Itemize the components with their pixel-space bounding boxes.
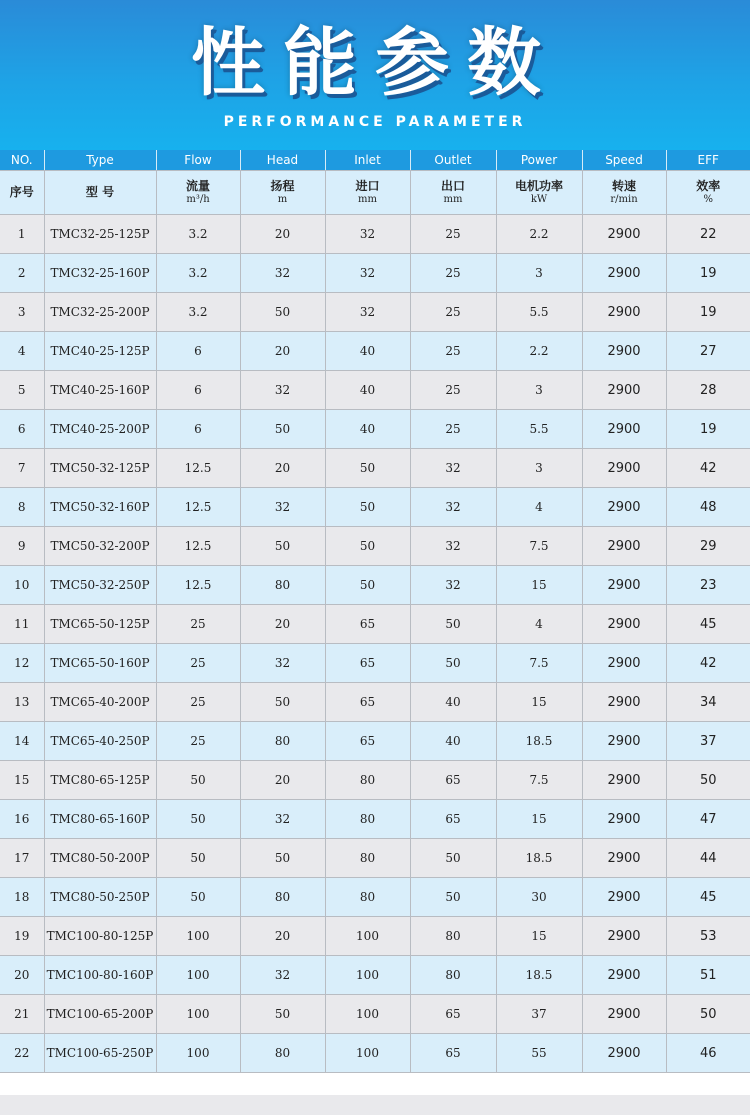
cell-type: TMC65-40-200P	[44, 683, 156, 722]
cell-type: TMC65-50-125P	[44, 605, 156, 644]
cell-inlet: 40	[325, 332, 410, 371]
cell-head: 50	[240, 527, 325, 566]
cell-inlet: 80	[325, 839, 410, 878]
header-inlet: Inlet	[325, 150, 410, 171]
table-row	[0, 371, 750, 410]
cell-eff: 28	[666, 371, 750, 410]
header-cn-label: 电机功率	[514, 178, 563, 193]
table-row	[0, 644, 750, 683]
cell-head: 20	[240, 605, 325, 644]
cell-power: 7.5	[496, 761, 582, 800]
cell-eff: 53	[666, 917, 750, 956]
cell-power: 15	[496, 917, 582, 956]
cell-no: 19	[0, 917, 44, 956]
cell-inlet: 100	[325, 995, 410, 1034]
cell-inlet: 50	[325, 527, 410, 566]
cell-type: TMC65-40-250P	[44, 722, 156, 761]
cell-inlet: 65	[325, 605, 410, 644]
header-head: Head	[240, 150, 325, 171]
cell-eff: 29	[666, 527, 750, 566]
table-row	[0, 761, 750, 800]
cell-speed: 2900	[582, 839, 666, 878]
cell-inlet: 40	[325, 371, 410, 410]
cell-no: 11	[0, 605, 44, 644]
cell-no: 9	[0, 527, 44, 566]
cell-flow: 12.5	[156, 449, 240, 488]
cell-speed: 2900	[582, 488, 666, 527]
cell-type: TMC40-25-160P	[44, 371, 156, 410]
cell-type: TMC80-50-200P	[44, 839, 156, 878]
cell-power: 2.2	[496, 215, 582, 254]
cell-flow: 100	[156, 956, 240, 995]
cell-head: 32	[240, 371, 325, 410]
cell-inlet: 100	[325, 917, 410, 956]
cell-power: 5.5	[496, 410, 582, 449]
cell-inlet: 32	[325, 215, 410, 254]
cell-outlet: 32	[410, 566, 496, 605]
cell-outlet: 32	[410, 488, 496, 527]
cell-no: 2	[0, 254, 44, 293]
cell-eff: 19	[666, 254, 750, 293]
cell-no: 16	[0, 800, 44, 839]
cell-no: 12	[0, 644, 44, 683]
table-row	[0, 332, 750, 371]
cell-power: 15	[496, 800, 582, 839]
cell-head: 50	[240, 839, 325, 878]
cell-head: 20	[240, 215, 325, 254]
header-cn-unit: m	[277, 193, 288, 205]
cell-inlet: 65	[325, 722, 410, 761]
cell-outlet: 80	[410, 917, 496, 956]
cell-outlet: 50	[410, 839, 496, 878]
cell-inlet: 50	[325, 488, 410, 527]
cell-flow: 25	[156, 722, 240, 761]
cell-speed: 2900	[582, 254, 666, 293]
cell-head: 20	[240, 761, 325, 800]
cell-type: TMC80-65-125P	[44, 761, 156, 800]
cell-power: 4	[496, 605, 582, 644]
cell-inlet: 80	[325, 878, 410, 917]
cell-outlet: 25	[410, 293, 496, 332]
cell-power: 3	[496, 449, 582, 488]
cell-type: TMC40-25-200P	[44, 410, 156, 449]
cell-no: 7	[0, 449, 44, 488]
cell-eff: 23	[666, 566, 750, 605]
cell-head: 32	[240, 488, 325, 527]
header-cn-label: 扬程	[270, 178, 295, 193]
cell-flow: 6	[156, 410, 240, 449]
header-cn-unit: %	[703, 193, 713, 205]
cell-outlet: 50	[410, 605, 496, 644]
cell-eff: 42	[666, 449, 750, 488]
cell-outlet: 25	[410, 371, 496, 410]
cell-flow: 100	[156, 917, 240, 956]
cell-no: 22	[0, 1034, 44, 1073]
cell-type: TMC50-32-160P	[44, 488, 156, 527]
header-flow: Flow	[156, 150, 240, 171]
cell-flow: 25	[156, 683, 240, 722]
header-cn-power	[496, 171, 582, 215]
cell-power: 18.5	[496, 956, 582, 995]
cell-inlet: 32	[325, 254, 410, 293]
header-cn-label: 序号	[9, 185, 34, 199]
cell-no: 13	[0, 683, 44, 722]
cell-inlet: 50	[325, 566, 410, 605]
header-cn-flow	[156, 171, 240, 215]
table-row	[0, 995, 750, 1034]
cell-speed: 2900	[582, 410, 666, 449]
cell-flow: 3.2	[156, 215, 240, 254]
cell-power: 3	[496, 371, 582, 410]
cell-head: 20	[240, 917, 325, 956]
cell-speed: 2900	[582, 644, 666, 683]
header-cn-outlet	[410, 171, 496, 215]
cell-speed: 2900	[582, 1034, 666, 1073]
cell-flow: 100	[156, 995, 240, 1034]
cell-head: 80	[240, 566, 325, 605]
cell-flow: 50	[156, 761, 240, 800]
cell-outlet: 40	[410, 683, 496, 722]
cell-eff: 51	[666, 956, 750, 995]
cell-speed: 2900	[582, 800, 666, 839]
cell-no: 18	[0, 878, 44, 917]
cell-flow: 25	[156, 644, 240, 683]
table-row	[0, 800, 750, 839]
cell-type: TMC50-32-125P	[44, 449, 156, 488]
cell-speed: 2900	[582, 371, 666, 410]
cell-speed: 2900	[582, 878, 666, 917]
header-cn-label: 出口	[440, 178, 465, 193]
cell-outlet: 40	[410, 722, 496, 761]
cell-head: 80	[240, 878, 325, 917]
cell-eff: 47	[666, 800, 750, 839]
banner	[0, 0, 750, 150]
cell-power: 7.5	[496, 644, 582, 683]
cell-type: TMC100-80-160P	[44, 956, 156, 995]
cell-type: TMC50-32-200P	[44, 527, 156, 566]
header-cn-no	[0, 171, 44, 215]
cell-eff: 27	[666, 332, 750, 371]
cell-head: 32	[240, 956, 325, 995]
cell-inlet: 80	[325, 800, 410, 839]
table-row	[0, 293, 750, 332]
header-cn-inlet	[325, 171, 410, 215]
cell-inlet: 32	[325, 293, 410, 332]
cell-no: 6	[0, 410, 44, 449]
cell-eff: 44	[666, 839, 750, 878]
cell-no: 20	[0, 956, 44, 995]
cell-eff: 50	[666, 995, 750, 1034]
cell-power: 7.5	[496, 527, 582, 566]
header-cn-unit: mm	[443, 193, 463, 205]
cell-type: TMC40-25-125P	[44, 332, 156, 371]
cell-speed: 2900	[582, 917, 666, 956]
cell-type: TMC80-65-160P	[44, 800, 156, 839]
cell-type: TMC50-32-250P	[44, 566, 156, 605]
cell-flow: 100	[156, 1034, 240, 1073]
header-row-english	[0, 150, 750, 171]
cell-no: 15	[0, 761, 44, 800]
header-cn-speed	[582, 171, 666, 215]
cell-speed: 2900	[582, 293, 666, 332]
cell-head: 32	[240, 644, 325, 683]
header-cn-unit: m³/h	[186, 193, 210, 205]
cell-outlet: 25	[410, 332, 496, 371]
table-row	[0, 254, 750, 293]
cell-type: TMC65-50-160P	[44, 644, 156, 683]
header-cn-label: 转速	[611, 178, 636, 193]
header-cn-unit: mm	[358, 193, 377, 205]
cell-no: 3	[0, 293, 44, 332]
cell-eff: 19	[666, 293, 750, 332]
table-row	[0, 839, 750, 878]
cell-speed: 2900	[582, 566, 666, 605]
cell-head: 50	[240, 683, 325, 722]
cell-outlet: 50	[410, 644, 496, 683]
cell-speed: 2900	[582, 215, 666, 254]
cell-flow: 6	[156, 332, 240, 371]
table-row	[0, 566, 750, 605]
cell-no: 1	[0, 215, 44, 254]
cell-no: 4	[0, 332, 44, 371]
header-cn-unit: r/min	[610, 193, 638, 205]
cell-type: TMC100-65-250P	[44, 1034, 156, 1073]
table-row	[0, 605, 750, 644]
cell-inlet: 80	[325, 761, 410, 800]
cell-head: 20	[240, 449, 325, 488]
header-power: Power	[496, 150, 582, 171]
cell-outlet: 80	[410, 956, 496, 995]
cell-no: 14	[0, 722, 44, 761]
cell-eff: 19	[666, 410, 750, 449]
cell-eff: 42	[666, 644, 750, 683]
cell-type: TMC32-25-125P	[44, 215, 156, 254]
cell-type: TMC80-50-250P	[44, 878, 156, 917]
cell-eff: 22	[666, 215, 750, 254]
header-type: Type	[44, 150, 156, 171]
cell-speed: 2900	[582, 995, 666, 1034]
cell-outlet: 25	[410, 215, 496, 254]
cell-speed: 2900	[582, 527, 666, 566]
header-no: NO.	[0, 150, 44, 171]
cell-speed: 2900	[582, 761, 666, 800]
table-row	[0, 215, 750, 254]
cell-flow: 50	[156, 839, 240, 878]
cell-type: TMC32-25-200P	[44, 293, 156, 332]
cell-flow: 50	[156, 878, 240, 917]
header-row-chinese	[0, 171, 750, 215]
cell-no: 17	[0, 839, 44, 878]
cell-head: 20	[240, 332, 325, 371]
header-cn-label: 流量	[185, 178, 210, 193]
cell-flow: 3.2	[156, 293, 240, 332]
cell-inlet: 50	[325, 449, 410, 488]
cell-power: 18.5	[496, 839, 582, 878]
cell-eff: 45	[666, 878, 750, 917]
cell-head: 32	[240, 254, 325, 293]
cell-inlet: 65	[325, 683, 410, 722]
header-cn-label: 效率	[696, 178, 721, 193]
cell-outlet: 25	[410, 410, 496, 449]
cell-power: 15	[496, 683, 582, 722]
cell-flow: 12.5	[156, 488, 240, 527]
table-row	[0, 527, 750, 566]
cell-outlet: 32	[410, 449, 496, 488]
cell-power: 2.2	[496, 332, 582, 371]
cell-eff: 34	[666, 683, 750, 722]
cell-eff: 48	[666, 488, 750, 527]
page-title: 性能参数	[191, 20, 559, 106]
cell-speed: 2900	[582, 449, 666, 488]
cell-inlet: 100	[325, 1034, 410, 1073]
header-cn-type	[44, 171, 156, 215]
cell-flow: 6	[156, 371, 240, 410]
cell-type: TMC100-80-125P	[44, 917, 156, 956]
header-eff: EFF	[666, 150, 750, 171]
cell-inlet: 100	[325, 956, 410, 995]
cell-power: 5.5	[496, 293, 582, 332]
table-row	[0, 956, 750, 995]
cell-speed: 2900	[582, 605, 666, 644]
cell-inlet: 65	[325, 644, 410, 683]
header-cn-label: 型 号	[85, 185, 115, 199]
cell-no: 8	[0, 488, 44, 527]
cell-power: 37	[496, 995, 582, 1034]
cell-no: 10	[0, 566, 44, 605]
cell-eff: 45	[666, 605, 750, 644]
cell-head: 50	[240, 410, 325, 449]
cell-flow: 12.5	[156, 527, 240, 566]
header-cn-head	[240, 171, 325, 215]
cell-head: 50	[240, 293, 325, 332]
cell-outlet: 50	[410, 878, 496, 917]
table-row	[0, 449, 750, 488]
table-row	[0, 722, 750, 761]
table-row	[0, 683, 750, 722]
cell-speed: 2900	[582, 722, 666, 761]
cell-power: 18.5	[496, 722, 582, 761]
table-row	[0, 1034, 750, 1073]
table-row	[0, 488, 750, 527]
cell-head: 32	[240, 800, 325, 839]
cell-no: 21	[0, 995, 44, 1034]
cell-type: TMC32-25-160P	[44, 254, 156, 293]
cell-power: 30	[496, 878, 582, 917]
cell-power: 55	[496, 1034, 582, 1073]
cell-eff: 46	[666, 1034, 750, 1073]
cell-flow: 3.2	[156, 254, 240, 293]
header-speed: Speed	[582, 150, 666, 171]
cell-head: 50	[240, 995, 325, 1034]
cell-outlet: 65	[410, 761, 496, 800]
cell-flow: 12.5	[156, 566, 240, 605]
table-row	[0, 410, 750, 449]
cell-outlet: 65	[410, 800, 496, 839]
cell-inlet: 40	[325, 410, 410, 449]
cell-head: 80	[240, 722, 325, 761]
cell-speed: 2900	[582, 956, 666, 995]
cell-no: 5	[0, 371, 44, 410]
cell-eff: 37	[666, 722, 750, 761]
cell-power: 15	[496, 566, 582, 605]
header-cn-unit: kW	[530, 193, 548, 205]
header-cn-eff	[666, 171, 750, 215]
cell-flow: 25	[156, 605, 240, 644]
cell-flow: 50	[156, 800, 240, 839]
header-outlet: Outlet	[410, 150, 496, 171]
cell-eff: 50	[666, 761, 750, 800]
header-cn-label: 进口	[355, 178, 380, 193]
table-row	[0, 878, 750, 917]
performance-table	[0, 150, 750, 1073]
cell-type: TMC100-65-200P	[44, 995, 156, 1034]
table-bottom-margin	[0, 1095, 750, 1115]
cell-outlet: 25	[410, 254, 496, 293]
cell-head: 80	[240, 1034, 325, 1073]
page-subtitle: PERFORMANCE PARAMETER	[223, 114, 527, 130]
cell-power: 3	[496, 254, 582, 293]
cell-speed: 2900	[582, 332, 666, 371]
cell-outlet: 65	[410, 1034, 496, 1073]
cell-power: 4	[496, 488, 582, 527]
table-row	[0, 917, 750, 956]
cell-speed: 2900	[582, 683, 666, 722]
cell-outlet: 65	[410, 995, 496, 1034]
cell-outlet: 32	[410, 527, 496, 566]
